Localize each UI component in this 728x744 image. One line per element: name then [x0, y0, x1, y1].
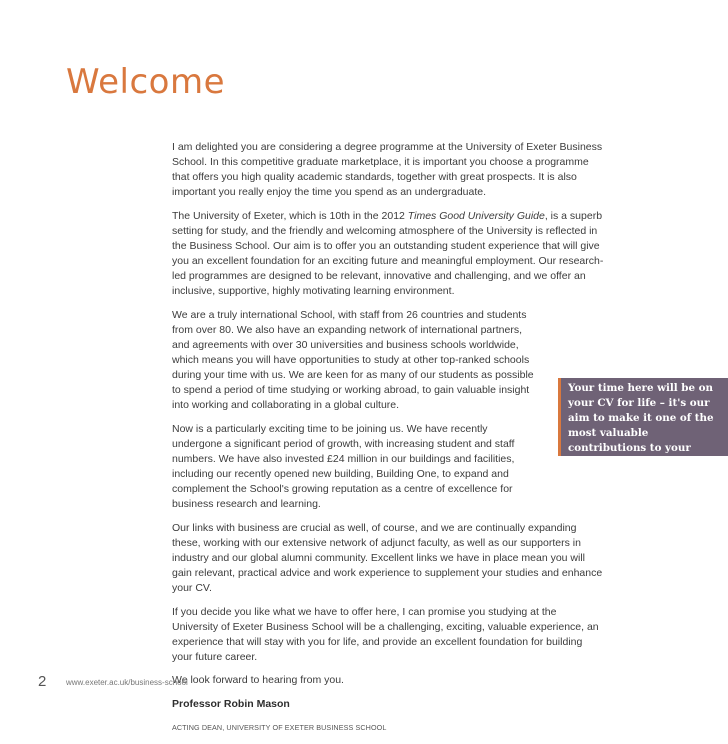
paragraph-closing: We look forward to hearing from you.: [172, 674, 344, 687]
paragraph-university-text-b: , is a superb setting for study, and the friendly and welcoming atmosphere of the University is reflected in the Business School. Our aim is to offer you an outstanding student experience that will give you an excellent foundation for an exciting future and meaningful employment. Our research-led programmes are designed to be relevant, innovative and challenging, and we offer an inclusive, supportive, highly motivating learning environment.: [172, 209, 604, 298]
paragraph-business-links: Our links with business are crucial as well, of course, and we are continually expanding these, working with our extensive network of adjunct faculty, as well as our supporters in industry and our global alumni community. Excellent links we have in place mean you will gain relevant, practical advice and work experience to supplement your studies and enhance your CV.: [172, 521, 603, 595]
paragraph-university: [172, 209, 604, 300]
signature-role: ACTING DEAN, UNIVERSITY OF EXETER BUSINESS SCHOOL: [172, 723, 387, 733]
body-text: [172, 140, 604, 744]
paragraph-international: We are a truly international School, with staff from 26 countries and students from over 80. We also have an expanding network of international partners, and agreements with over 30 universities and business schools worldwide, which means you will have opportunities to study at other top-ranked schools during your time with us. We are keen for as many of our students as possible to spend a period of time studying or working abroad, to gain valuable insight into working and collaborating in a global culture.: [172, 308, 534, 412]
paragraph-intro: I am delighted you are considering a degree programme at the University of Exeter Business School. In this competitive graduate marketplace, it is important you choose a programme that offers you high quality academic standards, together with great prospects. It is also important you really enjoy the time you spend as an undergraduate.: [172, 141, 603, 199]
pull-quote: Your time here will be on your CV for life – it's our aim to make it one of the most valuable contributions to your future success.: [558, 378, 728, 456]
page-title: Welcome: [66, 62, 226, 102]
guide-title: Times Good University Guide: [407, 209, 545, 222]
signature-name: Professor Robin Mason: [172, 697, 290, 710]
page-footer: [0, 672, 728, 696]
footer-url[interactable]: www.exeter.ac.uk/business-school: [66, 678, 188, 687]
paragraph-university-text-a: The University of Exeter, which is 10th in the 2012: [172, 209, 408, 222]
paragraph-promise: If you decide you like what we have to offer here, I can promise you studying at the University of Exeter Business School will be a challenging, exciting, valuable experience, an experience that will stay with you for life, and provide an excellent foundation for building your future career.: [172, 605, 599, 663]
paragraph-growth: Now is a particularly exciting time to be joining us. We have recently undergone a significant period of growth, with increasing student and staff numbers. We have also invested £24 million in our buildings and facilities, including our recently opened new building, Building One, to expand and complement the School's growing reputation as a centre of excellence for business research and learning.: [172, 422, 515, 511]
page-number: 2: [38, 673, 47, 690]
